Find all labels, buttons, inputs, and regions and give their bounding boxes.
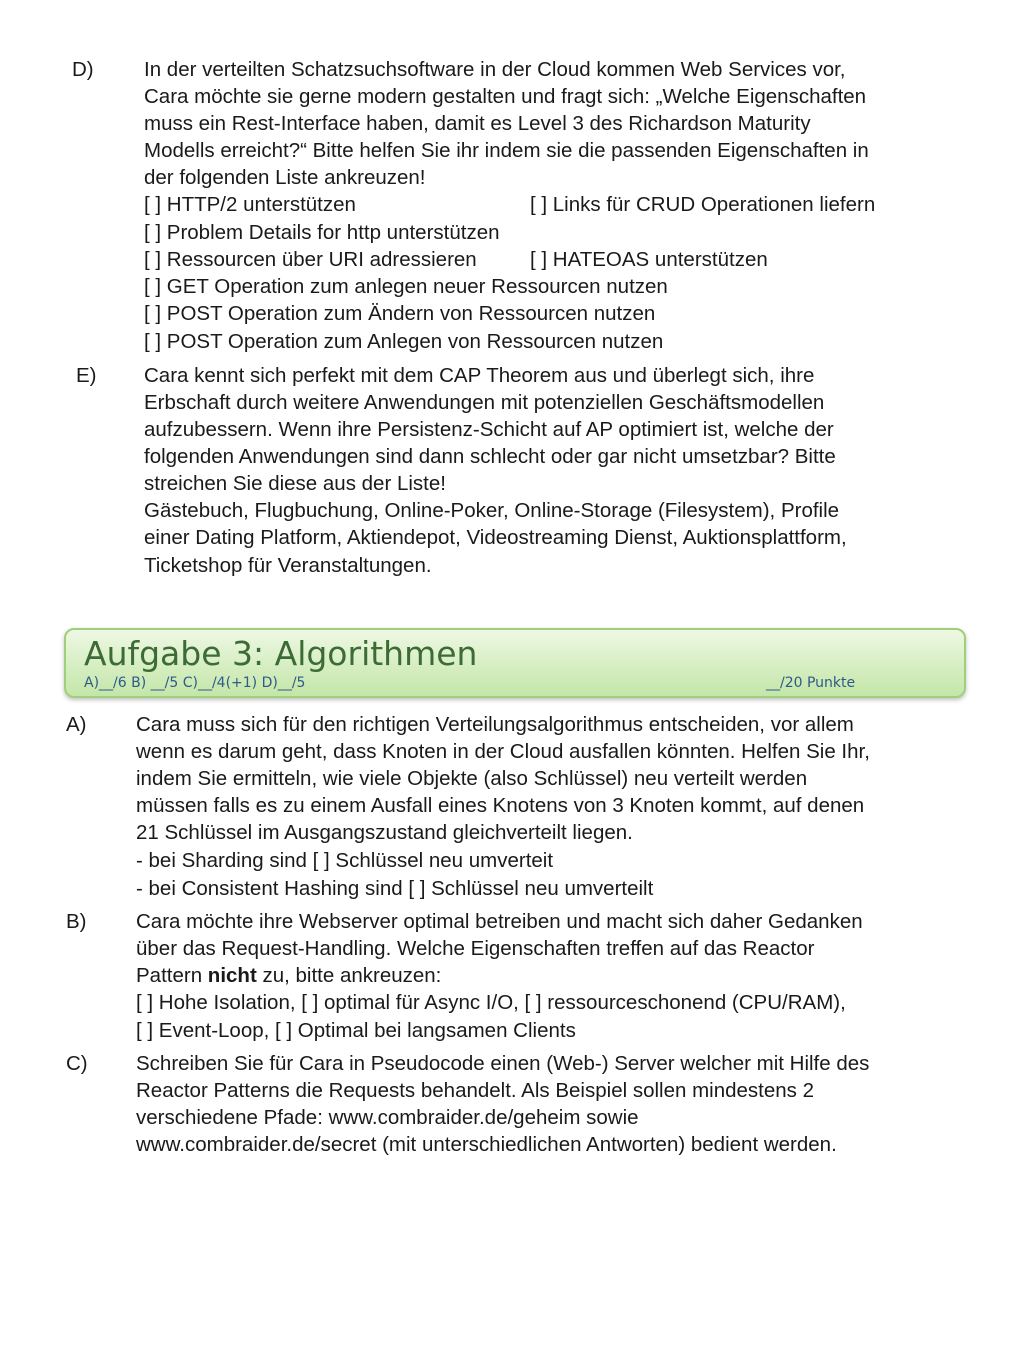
section-d-text-line: Modells erreicht?“ Bitte helfen Sie ihr indem sie die passenden Eigenschaften in <box>144 139 869 162</box>
task-a-text-line: wenn es darum geht, dass Knoten in der Cloud ausfallen könnten. Helfen Sie Ihr, <box>136 740 870 763</box>
section-e-text-line: aufzubessern. Wenn ihre Persistenz-Schicht auf AP optimiert ist, welche der <box>144 418 834 441</box>
reactor-options-line[interactable]: [ ] Hohe Isolation, [ ] optimal für Async I/O, [ ] ressourceschonend (CPU/RAM), <box>136 991 846 1014</box>
option-crud-links[interactable]: [ ] Links für CRUD Operationen liefern <box>530 193 876 216</box>
application-list-line: Gästebuch, Flugbuchung, Online-Poker, Online-Storage (Filesystem), Profile <box>144 499 840 522</box>
section-e-text-line: streichen Sie diese aus der Liste! <box>144 472 446 495</box>
task-c-text-line: Schreiben Sie für Cara in Pseudocode einen (Web-) Server welcher mit Hilfe des <box>136 1052 870 1075</box>
sharding-answer-field[interactable]: - bei Sharding sind [ ] Schlüssel neu umverteit <box>136 849 554 872</box>
section-d-label: D) <box>72 58 94 81</box>
option-hateoas[interactable]: [ ] HATEOAS unterstützen <box>530 248 768 271</box>
option-get-create[interactable]: [ ] GET Operation zum anlegen neuer Ressourcen nutzen <box>144 275 668 298</box>
task-b-suffix: zu, bitte ankreuzen: <box>256 964 442 987</box>
task-c-text-line: www.combraider.de/secret (mit unterschiedlichen Antworten) bedient werden. <box>136 1133 837 1156</box>
task-a-text-line: Cara muss sich für den richtigen Verteilungsalgorithmus entscheiden, vor allem <box>136 713 854 736</box>
task-b-label: B) <box>66 910 87 933</box>
task-b-prefix: Pattern <box>136 964 208 987</box>
option-http2[interactable]: [ ] HTTP/2 unterstützen <box>144 193 356 216</box>
option-post-update[interactable]: [ ] POST Operation zum Ändern von Ressourcen nutzen <box>144 302 656 325</box>
section-d-text-line: In der verteilten Schatzsuchsoftware in der Cloud kommen Web Services vor, <box>144 58 846 81</box>
section-e-label: E) <box>76 364 97 387</box>
option-post-create[interactable]: [ ] POST Operation zum Anlegen von Ressourcen nutzen <box>144 330 664 353</box>
task-c-text-line: verschiedene Pfade: www.combraider.de/geheim sowie <box>136 1106 639 1129</box>
task-b-text-line <box>136 962 441 989</box>
consistent-hashing-answer-field[interactable]: - bei Consistent Hashing sind [ ] Schlüssel neu umverteilt <box>136 877 654 900</box>
task-a-label: A) <box>66 713 87 736</box>
option-uri-resources[interactable]: [ ] Ressourcen über URI adressieren <box>144 248 477 271</box>
points-breakdown: A)__/6 B) __/5 C)__/4(+1) D)__/5 <box>84 675 306 691</box>
option-problem-details[interactable]: [ ] Problem Details for http unterstützen <box>144 221 500 244</box>
task-b-text-line: über das Request-Handling. Welche Eigenschaften treffen auf das Reactor <box>136 937 815 960</box>
task-b-text-line: Cara möchte ihre Webserver optimal betreiben und macht sich daher Gedanken <box>136 910 863 933</box>
points-total: __/20 Punkte <box>766 675 856 691</box>
application-list-line: Ticketshop für Veranstaltungen. <box>144 554 432 577</box>
section-d-text-line: muss ein Rest-Interface haben, damit es Level 3 des Richardson Maturity <box>144 112 811 135</box>
section-e-text-line: folgenden Anwendungen sind dann schlecht oder gar nicht umsetzbar? Bitte <box>144 445 836 468</box>
task-c-text-line: Reactor Patterns die Requests behandelt. Als Beispiel sollen mindestens 2 <box>136 1079 815 1102</box>
section-e-text-line: Cara kennt sich perfekt mit dem CAP Theorem aus und überlegt sich, ihre <box>144 364 815 387</box>
emphasis-nicht: nicht <box>207 964 257 987</box>
section-title: Aufgabe 3: Algorithmen <box>84 634 478 673</box>
section-e-text-line: Erbschaft durch weitere Anwendungen mit potenziellen Geschäftsmodellen <box>144 391 825 414</box>
task-a-text-line: müssen falls es zu einem Ausfall eines Knotens von 3 Knoten kommt, auf denen <box>136 794 865 817</box>
reactor-options-line[interactable]: [ ] Event-Loop, [ ] Optimal bei langsamen Clients <box>136 1019 576 1042</box>
section-d-text-line: Cara möchte sie gerne modern gestalten und fragt sich: „Welche Eigenschaften <box>144 85 867 108</box>
task-c-label: C) <box>66 1052 88 1075</box>
task-a-text-line: indem Sie ermitteln, wie viele Objekte (also Schlüssel) neu verteilt werden <box>136 767 808 790</box>
task-a-text-line: 21 Schlüssel im Ausgangszustand gleichverteilt liegen. <box>136 821 633 844</box>
section-d-text-line: der folgenden Liste ankreuzen! <box>144 166 426 189</box>
application-list-line: einer Dating Platform, Aktiendepot, Videostreaming Dienst, Auktionsplattform, <box>144 526 847 549</box>
section-header-banner <box>64 628 966 698</box>
